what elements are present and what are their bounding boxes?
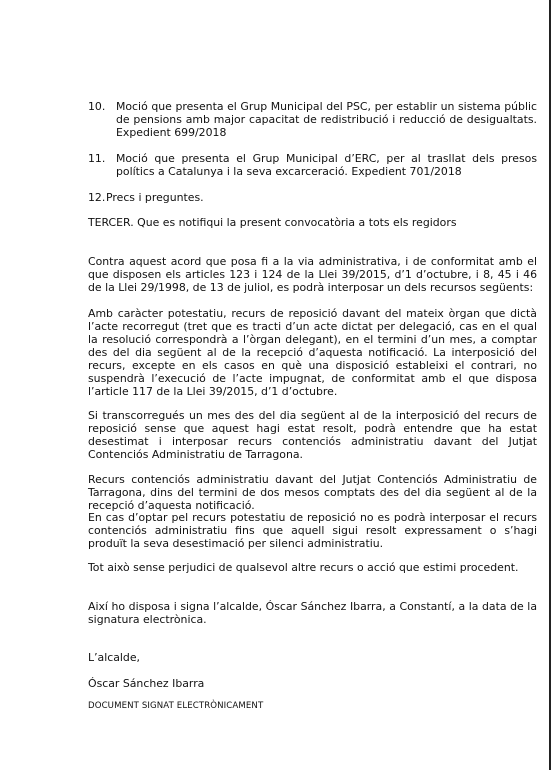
right-margin-rule [549, 0, 551, 770]
item-number: 10. [88, 100, 106, 113]
item-number: 12. [88, 191, 106, 204]
list-item [88, 100, 537, 139]
appeal-intro-paragraph: Contra aquest acord que posa fi a la via administrativa, i de conformitat amb el que disposen els articles 123 i 124 de la Llei 39/2015, d’1 d’octubre, i 8, 45 i 46 de la Llei 29/1998, de 13 de juliol, es podrà interposar un dels recursos següents: [88, 255, 537, 294]
item-text: Moció que presenta el Grup Municipal d’ERC, per al trasllat dels presos polítics a Catalunya i la seva excarceració. Expedient 701/2018 [116, 152, 537, 178]
item-text: Moció que presenta el Grup Municipal del PSC, per establir un sistema públic de pensions amb major capacitat de redistribució i reducció de desigualtats. Expedient 699/2018 [116, 100, 537, 139]
electronic-signature-stamp: DOCUMENT SIGNAT ELECTRÒNICAMENT [88, 701, 264, 711]
item-text: Precs i preguntes. [106, 191, 204, 204]
signer-name: Óscar Sánchez Ibarra [88, 677, 205, 690]
item-number: 11. [88, 152, 106, 165]
dismissal-paragraph: Si transcorregués un mes des del dia següent al de la interposició del recurs de reposició sense que aquest hagi estat resolt, podrà entendre que ha estat desestimat i interposar recurs contenciós administratiu davant del Jutjat Contenciós Administratiu de Tarragona. [88, 409, 537, 461]
list-item [88, 191, 537, 204]
list-item [88, 152, 537, 178]
option-paragraph: En cas d’optar pel recurs potestatiu de reposició no es podrà interposar el recurs contenciós administratiu fins que aquell sigui resolt expressament o s’hagi produït la seva desestimació per silenci administratiu. [88, 511, 537, 550]
tercer-paragraph: TERCER. Que es notifiqui la present convocatòria a tots els regidors [88, 216, 457, 229]
other-remedies-paragraph: Tot això sense perjudici de qualsevol altre recurs o acció que estimi procedent. [88, 561, 519, 574]
contentious-appeal-paragraph: Recurs contenciós administratiu davant del Jutjat Contenciós Administratiu de Tarragona, dins del termini de dos mesos comptats des del dia següent al de la recepció d’aquesta notificació. [88, 473, 537, 512]
signature-statement-paragraph: Així ho disposa i signa l’alcalde, Óscar Sánchez Ibarra, a Constantí, a la data de la signatura electrònica. [88, 600, 537, 626]
reposition-appeal-paragraph: Amb caràcter potestatiu, recurs de reposició davant del mateix òrgan que dictà l’acte recorregut (tret que es tracti d’un acte dictat per delegació, cas en el qual la resolució correspondrà a l’òrgan delegant), en el termini d’un mes, a comptar des del dia següent al de la recepció d’aquesta notificació. La interposició del recurs, excepte en els casos en què una disposició estableixi el contrari, no suspendrà l’execució de l’acte impugnat, de conformitat amb el que disposa l’article 117 de la Llei 39/2015, d’1 d’octubre. [88, 307, 537, 398]
signer-title: L’alcalde, [88, 651, 140, 664]
